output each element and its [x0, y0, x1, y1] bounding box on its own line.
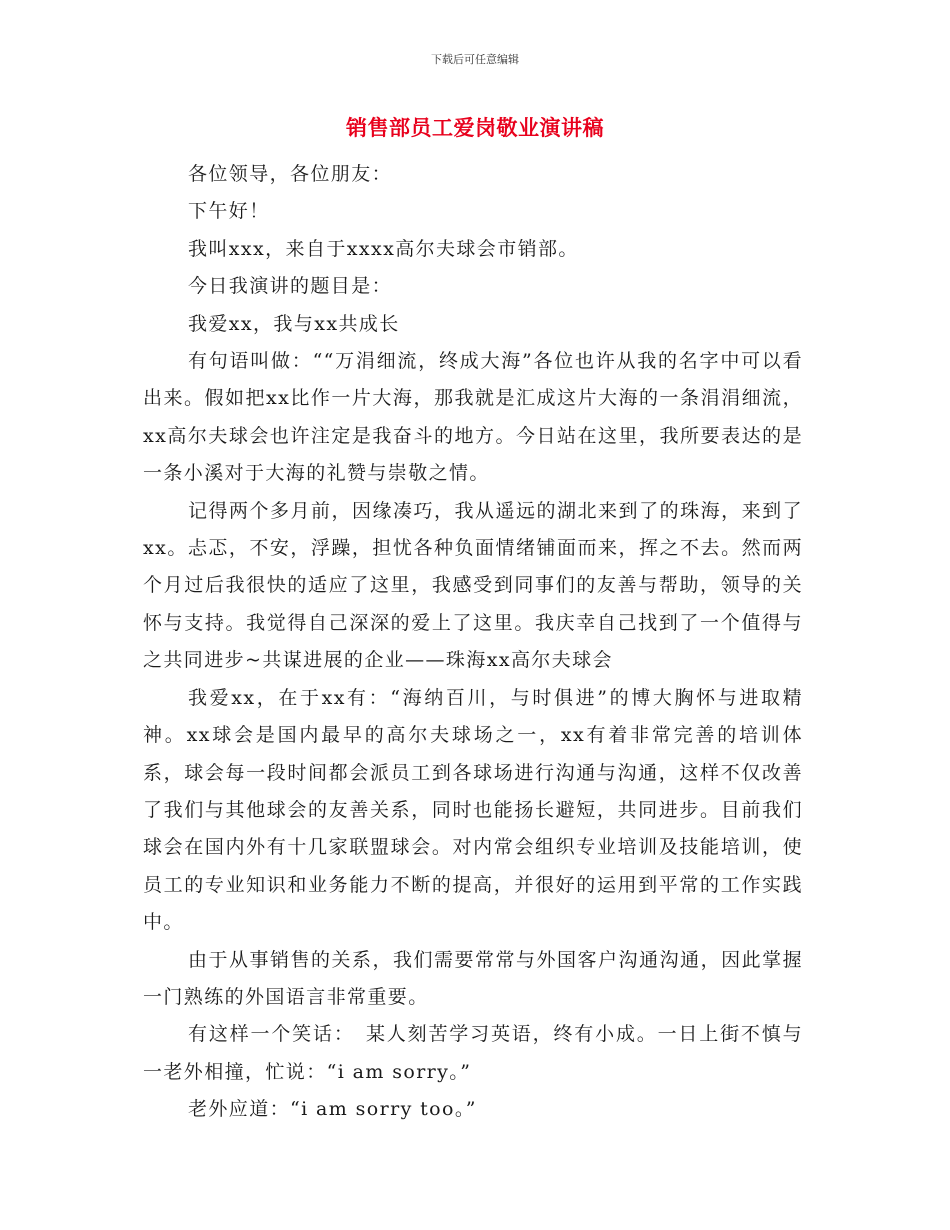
paragraph-topic-intro: 今日我演讲的题目是：: [188, 275, 393, 298]
paragraph-body: 由于从事销售的关系，我们需要常常与外国客户沟通沟通，因此掌握一门熟练的外国语言非常重要。: [143, 948, 803, 1008]
paragraph-body: 有句语叫做：““万涓细流，终成大海”各位也许从我的名字中可以看出来。假如把xx比作一片大海，那我就是汇成这片大海的一条涓涓细流，xx高尔夫球会也许注定是我奋斗的地方。今日站在这里，我所要表达的是一条小溪对于大海的礼赞与崇敬之情。: [143, 350, 803, 485]
paragraph-good-afternoon: 下午好！: [188, 200, 270, 223]
paragraph-body: 老外应道：“i am sorry too。”: [188, 1098, 477, 1121]
page-header-note: 下载后可任意编辑: [431, 53, 519, 66]
document-body: [143, 156, 803, 1129]
paragraph-self-intro: 我叫xxx，来自于xxxx高尔夫球会市销部。: [188, 237, 579, 260]
paragraph-greeting: 各位领导，各位朋友：: [188, 163, 393, 185]
paragraph-body: 记得两个多月前，因缘凑巧，我从遥远的湖北来到了的珠海，来到了xx。忐忑，不安，浮躁，担忧各种负面情绪铺面而来，挥之不去。然而两个月过后我很快的适应了这里，我感受到同事们的友善与帮助，领导的关怀与支持。我觉得自己深深的爱上了这里。我庆幸自己找到了一个值得与之共同进步~共谋进展的企业——珠海xx高尔夫球会: [143, 499, 803, 672]
document-title: 销售部员工爱岗敬业演讲稿: [346, 115, 604, 140]
paragraph-body: 我爱xx，在于xx有：“海纳百川，与时俱进”的博大胸怀与进取精神。xx球会是国内最早的高尔夫球场之一，xx有着非常完善的培训体系，球会每一段时间都会派员工到各球场进行沟通与沟通，这样不仅改善了我们与其他球会的友善关系，同时也能扬长避短，共同进步。目前我们球会在国内外有十几家联盟球会。对内常会组织专业培训及技能培训，使员工的专业知识和业务能力不断的提高，并很好的运用到平常的工作实践中。: [143, 686, 803, 934]
paragraph-topic: 我爱xx，我与xx共成长: [188, 312, 400, 335]
paragraph-body: 有这样一个笑话： 某人刻苦学习英语，终有小成。一日上街不慎与一老外相撞，忙说：“i am sorry。”: [143, 1023, 803, 1083]
